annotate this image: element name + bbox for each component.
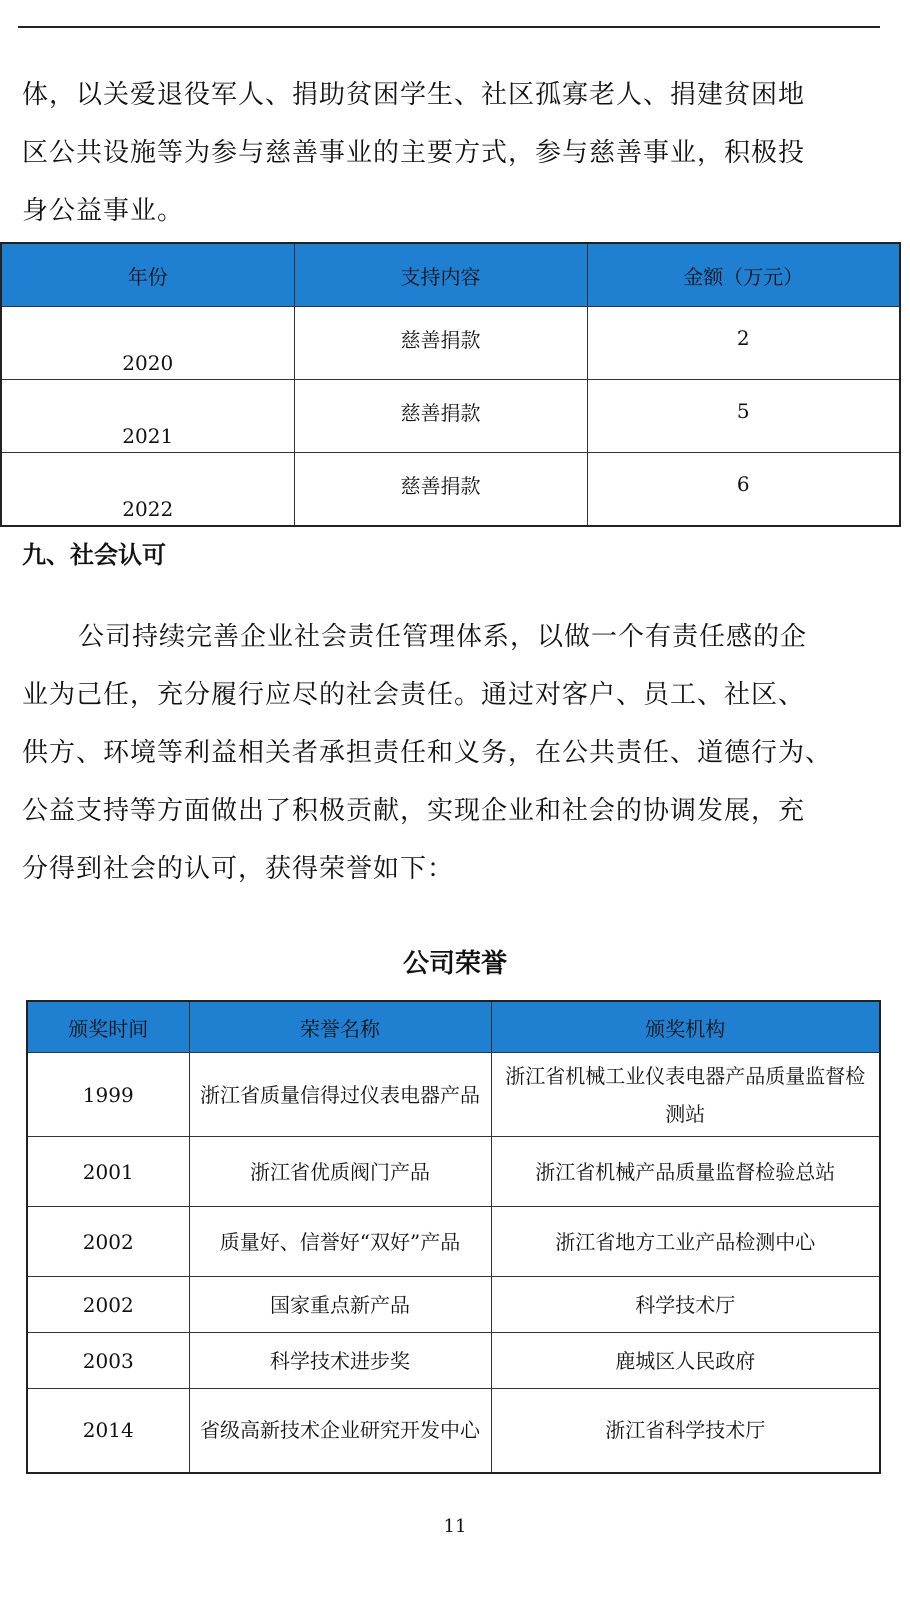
honor-year: 2002 (27, 1207, 189, 1277)
table-row (1, 453, 900, 527)
donation-content: 慈善捐款 (294, 380, 587, 453)
honors-table (26, 1000, 881, 1474)
page-number: 11 (443, 1516, 467, 1537)
paragraph-line: 业为己任，充分履行应尽的社会责任。通过对客户、员工、社区、 (22, 680, 806, 710)
header-year: 年份 (1, 243, 294, 307)
honor-name: 省级高新技术企业研究开发中心 (189, 1389, 491, 1473)
honor-name: 科学技术进步奖 (189, 1333, 491, 1389)
donation-content: 慈善捐款 (294, 453, 587, 527)
intro-paragraph (22, 66, 882, 240)
paragraph-line: 区公共设施等为参与慈善事业的主要方式，参与慈善事业，积极投 (22, 138, 806, 168)
paragraph-line: 身公益事业。 (22, 196, 185, 226)
header-award-date: 颁奖时间 (27, 1001, 189, 1053)
section-heading: 九、社会认可 (22, 541, 166, 569)
paragraph-line: 公益支持等方面做出了积极贡献，实现企业和社会的协调发展，充 (22, 796, 806, 826)
honor-org: 鹿城区人民政府 (491, 1333, 880, 1389)
honor-year: 2001 (27, 1137, 189, 1207)
header-award-org: 颁奖机构 (491, 1001, 880, 1053)
donation-amount: 6 (587, 453, 900, 527)
honor-name: 质量好、信誉好“双好”产品 (189, 1207, 491, 1277)
honor-org: 浙江省地方工业产品检测中心 (491, 1207, 880, 1277)
honor-name: 浙江省优质阀门产品 (189, 1137, 491, 1207)
donation-year: 2022 (1, 453, 294, 527)
honor-year: 2014 (27, 1389, 189, 1473)
honor-name: 国家重点新产品 (189, 1277, 491, 1333)
table-row (27, 1053, 880, 1137)
header-honor-name: 荣誉名称 (189, 1001, 491, 1053)
donation-content: 慈善捐款 (294, 307, 587, 380)
honor-name: 浙江省质量信得过仪表电器产品 (189, 1053, 491, 1137)
table-row (27, 1207, 880, 1277)
honor-org: 浙江省科学技术厅 (491, 1389, 880, 1473)
honor-org: 浙江省机械工业仪表电器产品质量监督检测站 (491, 1053, 880, 1137)
paragraph-line: 公司持续完善企业社会责任管理体系，以做一个有责任感的企 (78, 622, 808, 652)
table-row (27, 1137, 880, 1207)
header-amount: 金额（万元） (587, 243, 900, 307)
donation-amount: 2 (587, 307, 900, 380)
header-rule (18, 26, 880, 28)
donation-amount: 5 (587, 380, 900, 453)
paragraph-line: 供方、环境等利益相关者承担责任和义务，在公共责任、道德行为、 (22, 738, 833, 768)
header-content: 支持内容 (294, 243, 587, 307)
honors-table-caption: 公司荣誉 (402, 949, 507, 979)
honor-year: 2003 (27, 1333, 189, 1389)
table-row (27, 1277, 880, 1333)
table-row (27, 1333, 880, 1389)
paragraph-line: 分得到社会的认可，获得荣誉如下： (22, 854, 455, 884)
table-row (1, 307, 900, 380)
table-row (1, 380, 900, 453)
table-row (27, 1389, 880, 1473)
donation-year: 2020 (1, 307, 294, 380)
honor-org: 浙江省机械产品质量监督检验总站 (491, 1137, 880, 1207)
paragraph-line: 体，以关爱退役军人、捐助贫困学生、社区孤寡老人、捐建贫困地 (22, 80, 806, 110)
honor-year: 2002 (27, 1277, 189, 1333)
donation-year: 2021 (1, 380, 294, 453)
table-header-row (27, 1001, 880, 1053)
donation-table (0, 242, 901, 527)
honor-org: 科学技术厅 (491, 1277, 880, 1333)
table-header-row (1, 243, 900, 307)
recognition-paragraph (22, 608, 882, 898)
honor-year: 1999 (27, 1053, 189, 1137)
